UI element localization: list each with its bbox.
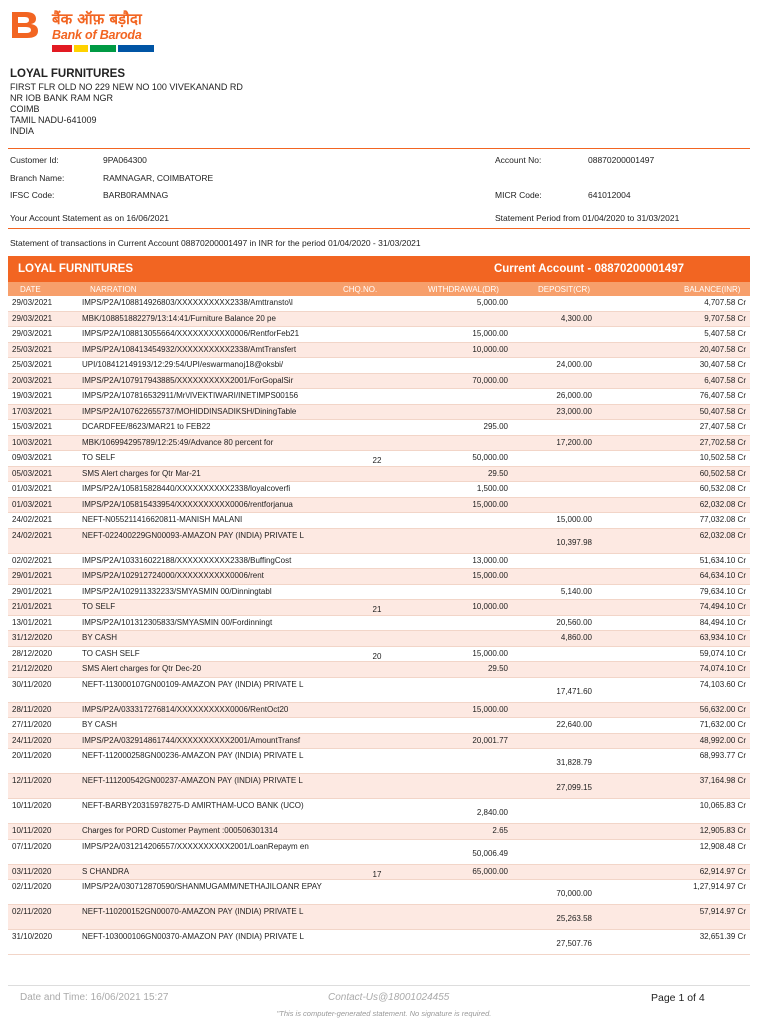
row-narration: IMPS/P2A/107816532911/Mr\/IVEKTIWARI/INETIMPS00156 (82, 391, 299, 400)
row-withdrawal: 29.50 (487, 468, 508, 478)
table-row (8, 631, 750, 647)
row-balance: 74,103.60 Cr (699, 679, 746, 689)
row-chq-no: 17 (372, 869, 382, 879)
table-row (8, 616, 750, 632)
divider (8, 148, 750, 149)
row-date: 25/03/2021 (12, 360, 53, 369)
row-narration: IMPS/P2A/102912724000/XXXXXXXXXX0006/rent (82, 571, 264, 580)
row-date: 25/03/2021 (12, 344, 53, 354)
header-deposit: DEPOSIT(CR) (538, 285, 590, 294)
row-withdrawal: 1,500.00 (476, 484, 508, 493)
row-date: 31/10/2020 (12, 932, 53, 941)
row-narration: IMPS/P2A/032914861744/XXXXXXXXXX2001/AmountTransf (82, 735, 301, 745)
row-chq-no: 22 (372, 456, 382, 465)
row-narration: SMS Alert charges for Qtr Mar-21 (82, 468, 201, 478)
row-date: 20/11/2020 (12, 751, 52, 760)
row-narration: SMS Alert charges for Qtr Dec-20 (82, 664, 202, 673)
row-balance: 57,914.97 Cr (699, 907, 746, 916)
row-narration: Charges for PORD Customer Payment :000506301314 (82, 826, 278, 835)
row-date: 07/11/2020 (12, 841, 52, 851)
table-row (8, 569, 750, 585)
row-withdrawal: 13,000.00 (472, 555, 508, 565)
customer-id-value: 9PA064300 (103, 155, 147, 165)
row-date: 28/11/2020 (12, 704, 52, 714)
row-narration: TO SELF (82, 453, 116, 462)
row-narration: TO CASH SELF (82, 648, 140, 658)
row-narration: IMPS/P2A/030712870590/SHANMUGAMM/NETHAJILOANR EPAY (82, 882, 322, 891)
table-row (8, 296, 750, 312)
row-withdrawal: 15,000.00 (472, 648, 508, 658)
footer-note: "This is computer-generated statement. No signature is required. (276, 1009, 492, 1018)
row-balance: 50,407.58 Cr (699, 406, 746, 416)
table-row (8, 703, 750, 719)
row-date: 01/03/2021 (12, 484, 53, 493)
row-deposit: 4,300.00 (560, 313, 592, 323)
header-date: DATE (20, 285, 41, 294)
row-withdrawal: 295.00 (483, 422, 508, 431)
row-withdrawal: 2,840.00 (476, 808, 508, 817)
table-row (8, 880, 750, 905)
row-narration: NEFT-N055211416620811-MANISH MALANI (82, 515, 243, 524)
row-balance: 12,908.48 Cr (699, 841, 746, 851)
row-date: 29/03/2021 (12, 313, 53, 323)
row-narration: IMPS/P2A/105815433954/XXXXXXXXXX0006/rentforjanua (82, 499, 293, 509)
row-date: 10/11/2020 (12, 826, 52, 835)
table-row (8, 749, 750, 774)
row-balance: 9,707.58 Cr (704, 313, 746, 323)
row-date: 20/03/2021 (12, 375, 53, 385)
row-deposit: 5,140.00 (560, 586, 592, 596)
micr-label: MICR Code: (495, 190, 542, 200)
table-row (8, 389, 750, 405)
row-balance: 84,494.10 Cr (699, 617, 746, 627)
row-withdrawal: 65,000.00 (472, 866, 508, 876)
row-narration: NEFT-022400229GN00093-AMAZON PAY (INDIA) PRIVATE L (82, 530, 305, 540)
row-date: 02/11/2020 (12, 907, 52, 916)
row-deposit: 20,560.00 (556, 617, 592, 627)
row-deposit: 17,471.60 (556, 686, 592, 696)
divider (8, 228, 750, 229)
ifsc-label: IFSC Code: (10, 190, 55, 200)
row-date: 29/03/2021 (12, 298, 53, 307)
account-no-value: 08870200001497 (588, 155, 655, 165)
row-balance: 59,074.10 Cr (699, 648, 746, 658)
row-balance: 30,407.58 Cr (699, 360, 746, 369)
table-row (8, 600, 750, 616)
micr-value: 641012004 (588, 190, 631, 200)
customer-name: LOYAL FURNITURES (10, 68, 126, 80)
table-row (8, 451, 750, 467)
customer-id-label: Customer Id: (10, 155, 59, 165)
row-withdrawal: 70,000.00 (472, 375, 508, 385)
row-deposit: 4,860.00 (560, 633, 592, 642)
row-date: 30/11/2020 (12, 679, 52, 689)
row-date: 10/11/2020 (12, 801, 52, 810)
row-date: 05/03/2021 (12, 468, 53, 478)
row-deposit: 25,263.58 (556, 914, 592, 923)
row-deposit: 31,828.79 (556, 758, 592, 767)
row-balance: 20,407.58 Cr (699, 344, 746, 354)
logo-color-strip (52, 45, 154, 52)
table-row (8, 467, 750, 483)
table-title-account: Current Account - 08870200001497 (493, 263, 684, 275)
header-balance: BALANCE(INR) (684, 285, 741, 294)
row-balance: 62,032.08 Cr (699, 530, 746, 540)
row-date: 29/01/2021 (12, 571, 53, 580)
address-line: NR IOB BANK RAM NGR (10, 93, 114, 103)
row-date: 15/03/2021 (12, 422, 53, 431)
footer-divider (8, 985, 750, 986)
row-balance: 71,632.00 Cr (699, 720, 746, 729)
bank-name-english: Bank of Baroda (52, 28, 142, 42)
row-withdrawal: 50,006.49 (472, 848, 508, 858)
row-chq-no: 21 (372, 605, 382, 614)
row-narration: BY CASH (82, 633, 117, 642)
row-balance: 27,407.58 Cr (699, 422, 746, 431)
row-narration: IMPS/P2A/033317276814/XXXXXXXXXX0006/RentOct20 (82, 704, 289, 714)
row-chq-no: 20 (372, 651, 382, 661)
table-row (8, 405, 750, 421)
row-date: 29/01/2021 (12, 586, 53, 596)
table-row (8, 554, 750, 570)
address-line: INDIA (10, 126, 35, 136)
table-row (8, 662, 750, 678)
row-deposit: 26,000.00 (556, 391, 592, 400)
row-balance: 74,494.10 Cr (699, 602, 746, 611)
row-balance: 6,407.58 Cr (704, 375, 746, 385)
row-balance: 32,651.39 Cr (699, 932, 746, 941)
row-date: 24/11/2020 (12, 735, 52, 745)
row-balance: 79,634.10 Cr (699, 586, 746, 596)
row-date: 02/02/2021 (12, 555, 53, 565)
row-balance: 77,032.08 Cr (699, 515, 746, 524)
row-balance: 4,707.58 Cr (704, 298, 746, 307)
bank-logo (10, 8, 150, 52)
row-date: 02/11/2020 (12, 882, 52, 891)
row-balance: 60,532.08 Cr (699, 484, 746, 493)
table-row (8, 436, 750, 452)
table-row (8, 529, 750, 554)
row-narration: MBK/108851882279/13:14:41/Furniture Balance 20 pe (82, 313, 276, 323)
row-withdrawal: 20,001.77 (472, 735, 508, 745)
row-deposit: 24,000.00 (556, 360, 592, 369)
branch-value: RAMNAGAR, COIMBATORE (103, 173, 214, 183)
row-narration: NEFT-111200542GN00237-AMAZON PAY (INDIA) PRIVATE L (82, 776, 303, 785)
row-narration: IMPS/P2A/108413454932/XXXXXXXXXX2338/AmtTransfert (82, 344, 297, 354)
header-withdrawal: WITHDRAWAL(DR) (428, 285, 499, 294)
row-date: 01/03/2021 (12, 499, 53, 509)
table-row (8, 420, 750, 436)
ifsc-value: BARB0RAMNAG (103, 190, 169, 200)
row-narration: IMPS/P2A/103316022188/XXXXXXXXXX2338/BuffingCost (82, 555, 292, 565)
table-row (8, 678, 750, 703)
row-date: 03/11/2020 (12, 866, 52, 876)
row-withdrawal: 5,000.00 (476, 298, 508, 307)
row-date: 27/11/2020 (12, 720, 52, 729)
table-row (8, 513, 750, 529)
table-row (8, 824, 750, 840)
row-date: 28/12/2020 (12, 648, 53, 658)
row-balance: 56,632.00 Cr (699, 704, 746, 714)
row-narration: MBK/106994295789/12:25:49/Advance 80 percent for (82, 437, 274, 447)
row-date: 31/12/2020 (12, 633, 53, 642)
row-balance: 63,934.10 Cr (699, 633, 746, 642)
row-deposit: 17,200.00 (556, 437, 592, 447)
row-narration: IMPS/P2A/031214206557/XXXXXXXXXX2001/LoanRepaym en (82, 841, 309, 851)
transactions-table (8, 256, 750, 955)
table-row (8, 327, 750, 343)
table-row (8, 343, 750, 359)
address-line: FIRST FLR OLD NO 229 NEW NO 100 VIVEKANAND RD (10, 82, 243, 92)
table-row (8, 774, 750, 799)
row-date: 24/02/2021 (12, 530, 53, 540)
statement-as-on: Your Account Statement as on 16/06/2021 (10, 213, 169, 223)
table-row (8, 734, 750, 750)
table-row (8, 905, 750, 930)
table-title-name: LOYAL FURNITURES (18, 263, 134, 275)
row-narration: IMPS/P2A/105815828440/XXXXXXXXXX2338/loyalcoverfi (82, 484, 291, 493)
row-deposit: 27,507.76 (556, 939, 592, 948)
address-line: COIMB (10, 104, 40, 114)
row-balance: 62,914.97 Cr (699, 866, 746, 876)
table-row (8, 865, 750, 881)
row-deposit: 15,000.00 (556, 515, 592, 524)
row-balance: 12,905.83 Cr (699, 826, 746, 835)
table-row (8, 312, 750, 328)
row-narration: TO SELF (82, 602, 116, 611)
row-withdrawal: 10,000.00 (472, 344, 508, 354)
table-row (8, 498, 750, 514)
table-row (8, 930, 750, 955)
row-withdrawal: 10,000.00 (472, 602, 508, 611)
row-date: 12/11/2020 (12, 776, 52, 785)
table-row (8, 718, 750, 734)
row-balance: 5,407.58 Cr (704, 329, 746, 338)
row-deposit: 27,099.15 (556, 783, 592, 792)
row-balance: 10,502.58 Cr (699, 453, 746, 462)
table-row (8, 374, 750, 390)
row-narration: IMPS/P2A/107622655737/MOHIDDINSADIKSH/DiningTable (82, 406, 297, 416)
row-balance: 62,032.08 Cr (699, 499, 746, 509)
customer-address-block (10, 68, 243, 137)
row-date: 10/03/2021 (12, 437, 53, 447)
address-line: TAMIL NADU-641009 (10, 115, 97, 125)
row-balance: 1,27,914.97 Cr (693, 882, 746, 891)
row-withdrawal: 15,000.00 (472, 571, 508, 580)
row-date: 13/01/2021 (12, 617, 53, 627)
row-narration: NEFT-103000106GN00370-AMAZON PAY (INDIA) PRIVATE L (82, 932, 305, 941)
footer-contact: Contact-Us@18001024455 (328, 992, 450, 1003)
row-date: 21/01/2021 (12, 602, 53, 611)
row-narration: S CHANDRA (82, 866, 130, 876)
row-balance: 74,074.10 Cr (699, 664, 746, 673)
row-balance: 27,702.58 Cr (699, 437, 746, 447)
row-deposit: 23,000.00 (556, 406, 592, 416)
table-header-row (8, 282, 750, 296)
bank-of-baroda-logo-icon (10, 10, 40, 40)
statement-description: Statement of transactions in Current Account 08870200001497 in INR for the period 01/04/2020 - 31/03/2021 (10, 238, 421, 248)
row-date: 24/02/2021 (12, 515, 53, 524)
account-no-label: Account No: (495, 155, 542, 165)
table-row (8, 647, 750, 663)
table-row (8, 799, 750, 824)
footer-page-number: Page 1 of 4 (651, 992, 705, 1004)
row-balance: 51,634.10 Cr (699, 555, 746, 565)
row-balance: 48,992.00 Cr (699, 735, 746, 745)
table-row (8, 585, 750, 601)
row-withdrawal: 50,000.00 (472, 453, 508, 462)
row-narration: NEFT-113000107GN00109-AMAZON PAY (INDIA) PRIVATE L (82, 679, 304, 689)
statement-period: Statement Period from 01/04/2020 to 31/03/2021 (495, 213, 680, 223)
row-balance: 76,407.58 Cr (699, 391, 746, 400)
row-deposit: 10,397.98 (556, 537, 592, 547)
row-date: 29/03/2021 (12, 329, 53, 338)
row-narration: IMPS/P2A/107917943885/XXXXXXXXXX2001/ForGopalSir (82, 375, 294, 385)
row-date: 17/03/2021 (12, 406, 53, 416)
table-row (8, 482, 750, 498)
row-narration: UPI/108412149193/12:29:54/UPI/eswarmanoj18@oksbi/ (82, 360, 284, 369)
row-withdrawal: 15,000.00 (472, 499, 508, 509)
row-deposit: 22,640.00 (556, 720, 592, 729)
row-withdrawal: 15,000.00 (472, 329, 508, 338)
table-title-bar (8, 256, 750, 282)
row-balance: 37,164.98 Cr (699, 776, 746, 785)
row-narration: IMPS/P2A/101312305833/SMYASMIN 00/Fordinningt (82, 617, 273, 627)
branch-label: Branch Name: (10, 173, 65, 183)
table-row (8, 358, 750, 374)
table-body (8, 296, 750, 955)
row-narration: IMPS/P2A/102911332233/SMYASMIN 00/Dinningtabl (82, 586, 272, 596)
row-balance: 10,065.83 Cr (699, 801, 746, 810)
bank-name-hindi: बैंक ऑफ़ बड़ौदा (52, 10, 142, 28)
row-withdrawal: 15,000.00 (472, 704, 508, 714)
row-date: 19/03/2021 (12, 391, 53, 400)
row-balance: 68,993.77 Cr (699, 751, 746, 760)
row-narration: DCARDFEE/8623/MAR21 to FEB22 (82, 422, 211, 431)
header-narration: NARRATION (90, 285, 137, 294)
row-withdrawal: 29.50 (487, 664, 508, 673)
row-balance: 60,502.58 Cr (699, 468, 746, 478)
row-balance: 64,634.10 Cr (699, 571, 746, 580)
row-narration: NEFT-110200152GN00070-AMAZON PAY (INDIA) PRIVATE L (82, 907, 304, 916)
header-chq-no: CHQ.NO. (343, 285, 378, 294)
row-withdrawal: 2.65 (492, 826, 508, 835)
row-deposit: 70,000.00 (556, 889, 592, 898)
row-narration: IMPS/P2A/108814926803/XXXXXXXXXX2338/Amttransto\l (82, 298, 293, 307)
row-date: 21/12/2020 (12, 664, 53, 673)
footer-datetime: Date and Time: 16/06/2021 15:27 (20, 992, 169, 1003)
row-date: 09/03/2021 (12, 453, 53, 462)
row-narration: NEFT-BARBY20315978275-D AMIRTHAM-UCO BANK (UCO) (82, 801, 304, 810)
table-row (8, 840, 750, 865)
row-narration: BY CASH (82, 720, 117, 729)
row-narration: NEFT-112000258GN00236-AMAZON PAY (INDIA) PRIVATE L (82, 751, 304, 760)
row-narration: IMPS/P2A/108813055664/XXXXXXXXXX0006/RentforFeb21 (82, 329, 300, 338)
